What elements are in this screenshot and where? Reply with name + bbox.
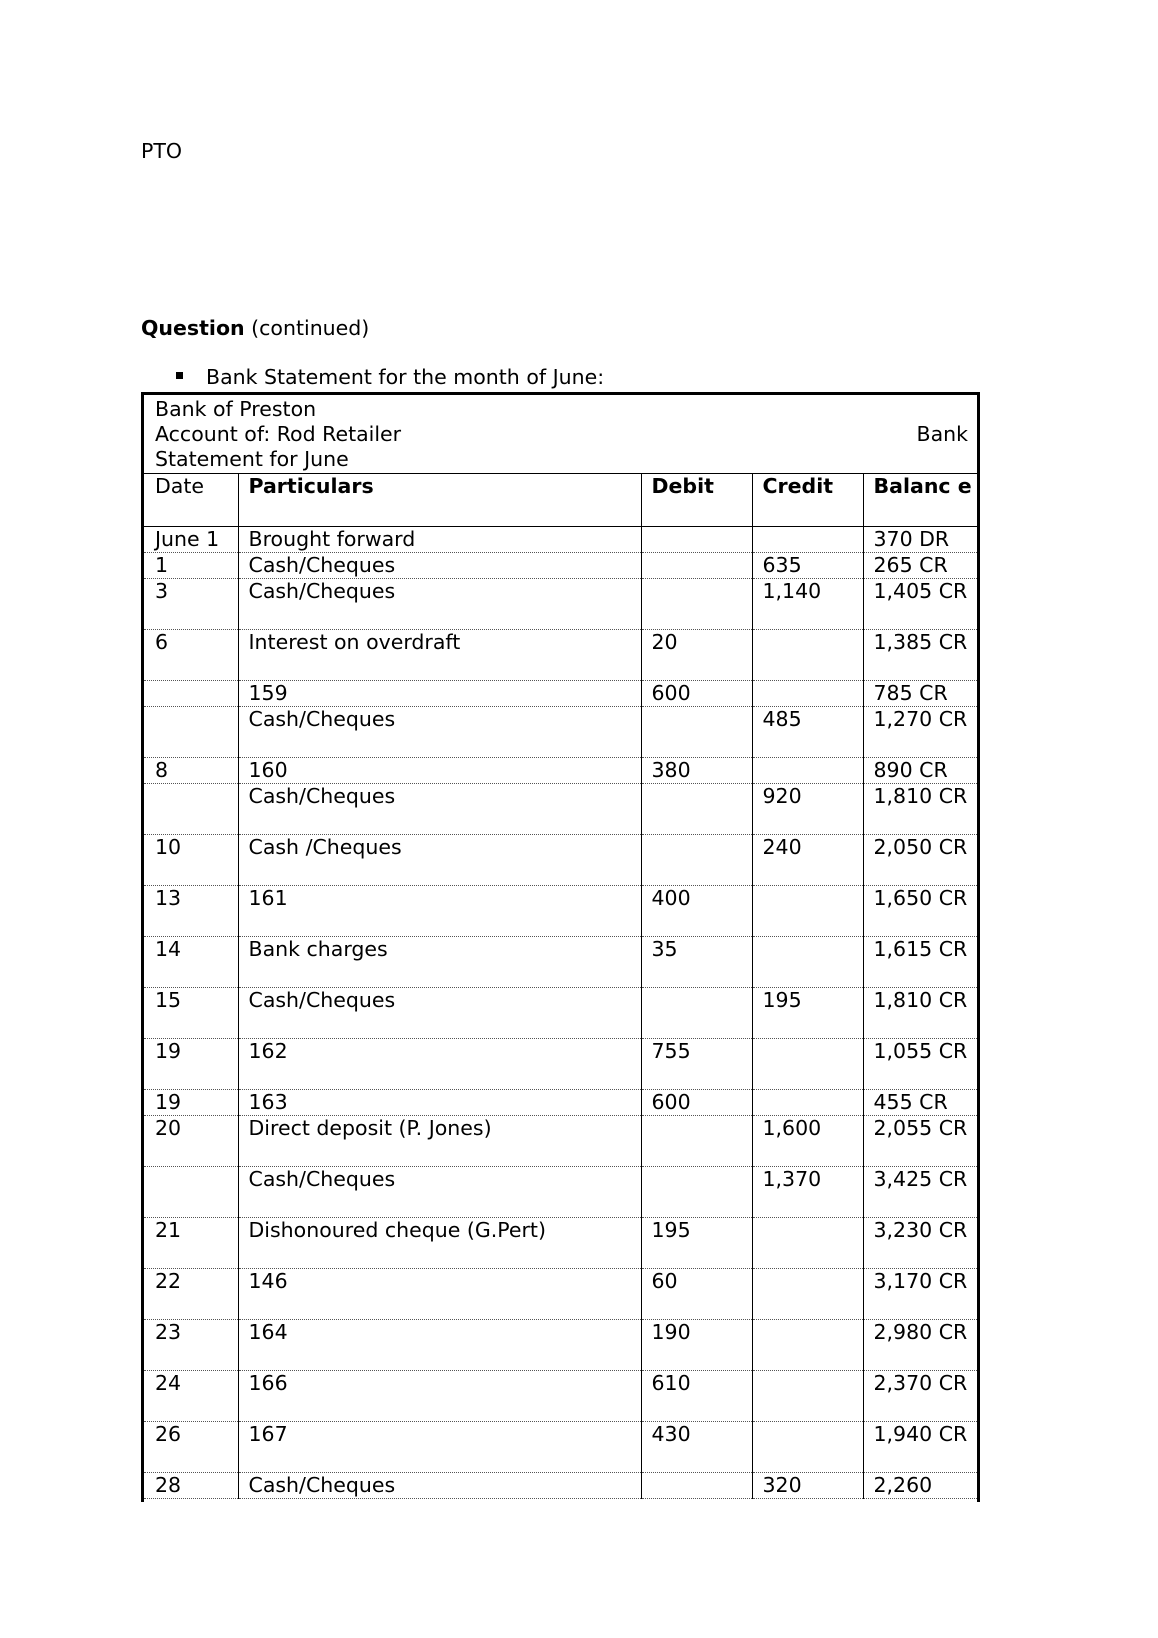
cell-debit (641, 706, 752, 757)
cell-credit (752, 757, 863, 783)
cell-date: June 1 (155, 526, 220, 551)
cell-date: 3 (155, 578, 169, 603)
cell-particulars: Cash/Cheques (238, 1166, 641, 1217)
cell-particulars: Cash/Cheques (238, 706, 641, 757)
table-row (144, 526, 977, 552)
bank-label: Bank (916, 422, 968, 446)
col-header-debit: Debit (641, 474, 752, 526)
cell-debit (641, 783, 752, 834)
table-row (144, 629, 977, 680)
cell-date: 26 (155, 1421, 182, 1446)
cell-credit: 1,370 (752, 1166, 863, 1217)
cell-debit (641, 1472, 752, 1498)
cell-balance: 2,370 CR (863, 1370, 977, 1421)
cell-date: 13 (155, 885, 182, 910)
cell-particulars: 166 (238, 1370, 641, 1421)
cell-debit: 430 (641, 1421, 752, 1472)
cell-credit (752, 1089, 863, 1115)
cell-particulars: 159 (238, 680, 641, 706)
cell-credit: 1,140 (752, 578, 863, 629)
cell-balance: 2,055 CR (863, 1115, 977, 1166)
cell-credit (752, 526, 863, 552)
cell-particulars: 161 (238, 885, 641, 936)
cell-particulars: Dishonoured cheque (G.Pert) (238, 1217, 641, 1268)
cell-debit: 610 (641, 1370, 752, 1421)
cell-credit (752, 680, 863, 706)
cell-date: 24 (155, 1370, 182, 1395)
statement-period: Statement for June (155, 447, 349, 471)
table-row (144, 1089, 977, 1115)
cell-debit: 600 (641, 1089, 752, 1115)
cell-credit: 920 (752, 783, 863, 834)
cell-balance: 370 DR (863, 526, 977, 552)
table-row (144, 834, 977, 885)
cell-date (144, 1166, 238, 1217)
cell-date: 10 (155, 834, 182, 859)
cell-debit: 400 (641, 885, 752, 936)
table-row (144, 706, 977, 757)
table-row (144, 1166, 977, 1217)
cell-date: 19 (155, 1089, 182, 1114)
cell-particulars: Cash /Cheques (238, 834, 641, 885)
cell-date: 20 (155, 1115, 182, 1140)
cell-date: 19 (155, 1038, 182, 1063)
pto-label: PTO (141, 139, 183, 163)
question-heading (141, 316, 369, 340)
account-line: Account of: Rod Retailer (155, 422, 402, 446)
cell-balance: 890 CR (863, 757, 977, 783)
cell-balance: 3,230 CR (863, 1217, 977, 1268)
cell-balance: 785 CR (863, 680, 977, 706)
cell-balance: 1,940 CR (863, 1421, 977, 1472)
table-row (144, 1268, 977, 1319)
cell-balance: 2,260 (863, 1472, 977, 1498)
cell-date: 28 (155, 1472, 182, 1497)
cell-particulars: 167 (238, 1421, 641, 1472)
table-row (144, 783, 977, 834)
cell-debit: 190 (641, 1319, 752, 1370)
table-row (144, 936, 977, 987)
table-row (144, 757, 977, 783)
table-row (144, 1370, 977, 1421)
cell-debit: 20 (641, 629, 752, 680)
bullet-item (176, 365, 604, 389)
cell-date (144, 680, 238, 706)
cell-balance: 455 CR (863, 1089, 977, 1115)
cell-credit: 195 (752, 987, 863, 1038)
cell-credit (752, 936, 863, 987)
cell-credit: 485 (752, 706, 863, 757)
cell-date: 21 (155, 1217, 182, 1242)
cell-date: 14 (155, 936, 182, 961)
table-row (144, 680, 977, 706)
cell-particulars: Cash/Cheques (238, 1472, 641, 1498)
cell-date: 22 (155, 1268, 182, 1293)
bank-name: Bank of Preston (155, 397, 317, 421)
cell-date: 1 (155, 552, 169, 577)
cell-balance: 1,385 CR (863, 629, 977, 680)
cell-credit (752, 885, 863, 936)
bank-statement (141, 392, 980, 1502)
col-header-date: Date (155, 474, 204, 498)
cell-balance: 3,425 CR (863, 1166, 977, 1217)
cell-date: 15 (155, 987, 182, 1012)
cell-credit (752, 629, 863, 680)
col-header-credit: Credit (752, 474, 863, 526)
table-row (144, 578, 977, 629)
cell-date: 23 (155, 1319, 182, 1344)
question-continued: (continued) (244, 316, 370, 340)
cell-credit (752, 1268, 863, 1319)
cell-particulars: Cash/Cheques (238, 987, 641, 1038)
cell-particulars: 164 (238, 1319, 641, 1370)
table-row (144, 1421, 977, 1472)
cell-debit (641, 552, 752, 578)
table-row (144, 1217, 977, 1268)
cell-balance: 1,810 CR (863, 783, 977, 834)
statement-header (144, 395, 977, 474)
table-row (144, 552, 977, 578)
cell-credit: 635 (752, 552, 863, 578)
statement-rows (144, 526, 977, 1498)
square-bullet-icon (176, 372, 183, 379)
cell-debit: 755 (641, 1038, 752, 1089)
cell-debit (641, 987, 752, 1038)
cell-balance: 1,650 CR (863, 885, 977, 936)
cell-date: 6 (155, 629, 169, 654)
cell-debit (641, 1115, 752, 1166)
cell-debit (641, 1166, 752, 1217)
table-row (144, 1038, 977, 1089)
cell-particulars: 162 (238, 1038, 641, 1089)
cell-particulars: Interest on overdraft (238, 629, 641, 680)
cell-balance: 1,810 CR (863, 987, 977, 1038)
table-row (144, 987, 977, 1038)
cell-balance: 3,170 CR (863, 1268, 977, 1319)
cell-particulars: Brought forward (238, 526, 641, 552)
cell-particulars: 160 (238, 757, 641, 783)
cell-balance: 2,050 CR (863, 834, 977, 885)
cell-debit (641, 834, 752, 885)
cell-balance: 1,405 CR (863, 578, 977, 629)
cell-balance: 1,270 CR (863, 706, 977, 757)
cell-credit (752, 1319, 863, 1370)
cell-particulars: Cash/Cheques (238, 783, 641, 834)
col-header-particulars: Particulars (238, 474, 641, 526)
cell-balance: 2,980 CR (863, 1319, 977, 1370)
table-row (144, 885, 977, 936)
table-row (144, 1115, 977, 1166)
cell-credit (752, 1421, 863, 1472)
cell-credit (752, 1370, 863, 1421)
cell-balance: 265 CR (863, 552, 977, 578)
table-row (144, 1472, 977, 1498)
table-header-row (144, 474, 977, 526)
cell-credit (752, 1217, 863, 1268)
cell-particulars: 146 (238, 1268, 641, 1319)
cell-credit: 1,600 (752, 1115, 863, 1166)
cell-credit (752, 1038, 863, 1089)
cell-debit (641, 526, 752, 552)
cell-particulars: Direct deposit (P. Jones) (238, 1115, 641, 1166)
cell-balance: 1,615 CR (863, 936, 977, 987)
cell-particulars: Cash/Cheques (238, 552, 641, 578)
cell-particulars: 163 (238, 1089, 641, 1115)
question-bold: Question (141, 316, 245, 340)
cell-particulars: Cash/Cheques (238, 578, 641, 629)
cell-debit (641, 578, 752, 629)
cell-date (144, 706, 238, 757)
table-row (144, 1319, 977, 1370)
cell-date (144, 783, 238, 834)
cell-particulars: Bank charges (238, 936, 641, 987)
statement-table (144, 474, 977, 1499)
cell-debit: 380 (641, 757, 752, 783)
cell-debit: 35 (641, 936, 752, 987)
cell-credit: 320 (752, 1472, 863, 1498)
cell-credit: 240 (752, 834, 863, 885)
col-header-balance: Balanc e (863, 474, 977, 526)
cell-date: 8 (155, 757, 169, 782)
cell-debit: 60 (641, 1268, 752, 1319)
cell-debit: 195 (641, 1217, 752, 1268)
cell-debit: 600 (641, 680, 752, 706)
cell-balance: 1,055 CR (863, 1038, 977, 1089)
bullet-text: Bank Statement for the month of June: (206, 365, 605, 389)
